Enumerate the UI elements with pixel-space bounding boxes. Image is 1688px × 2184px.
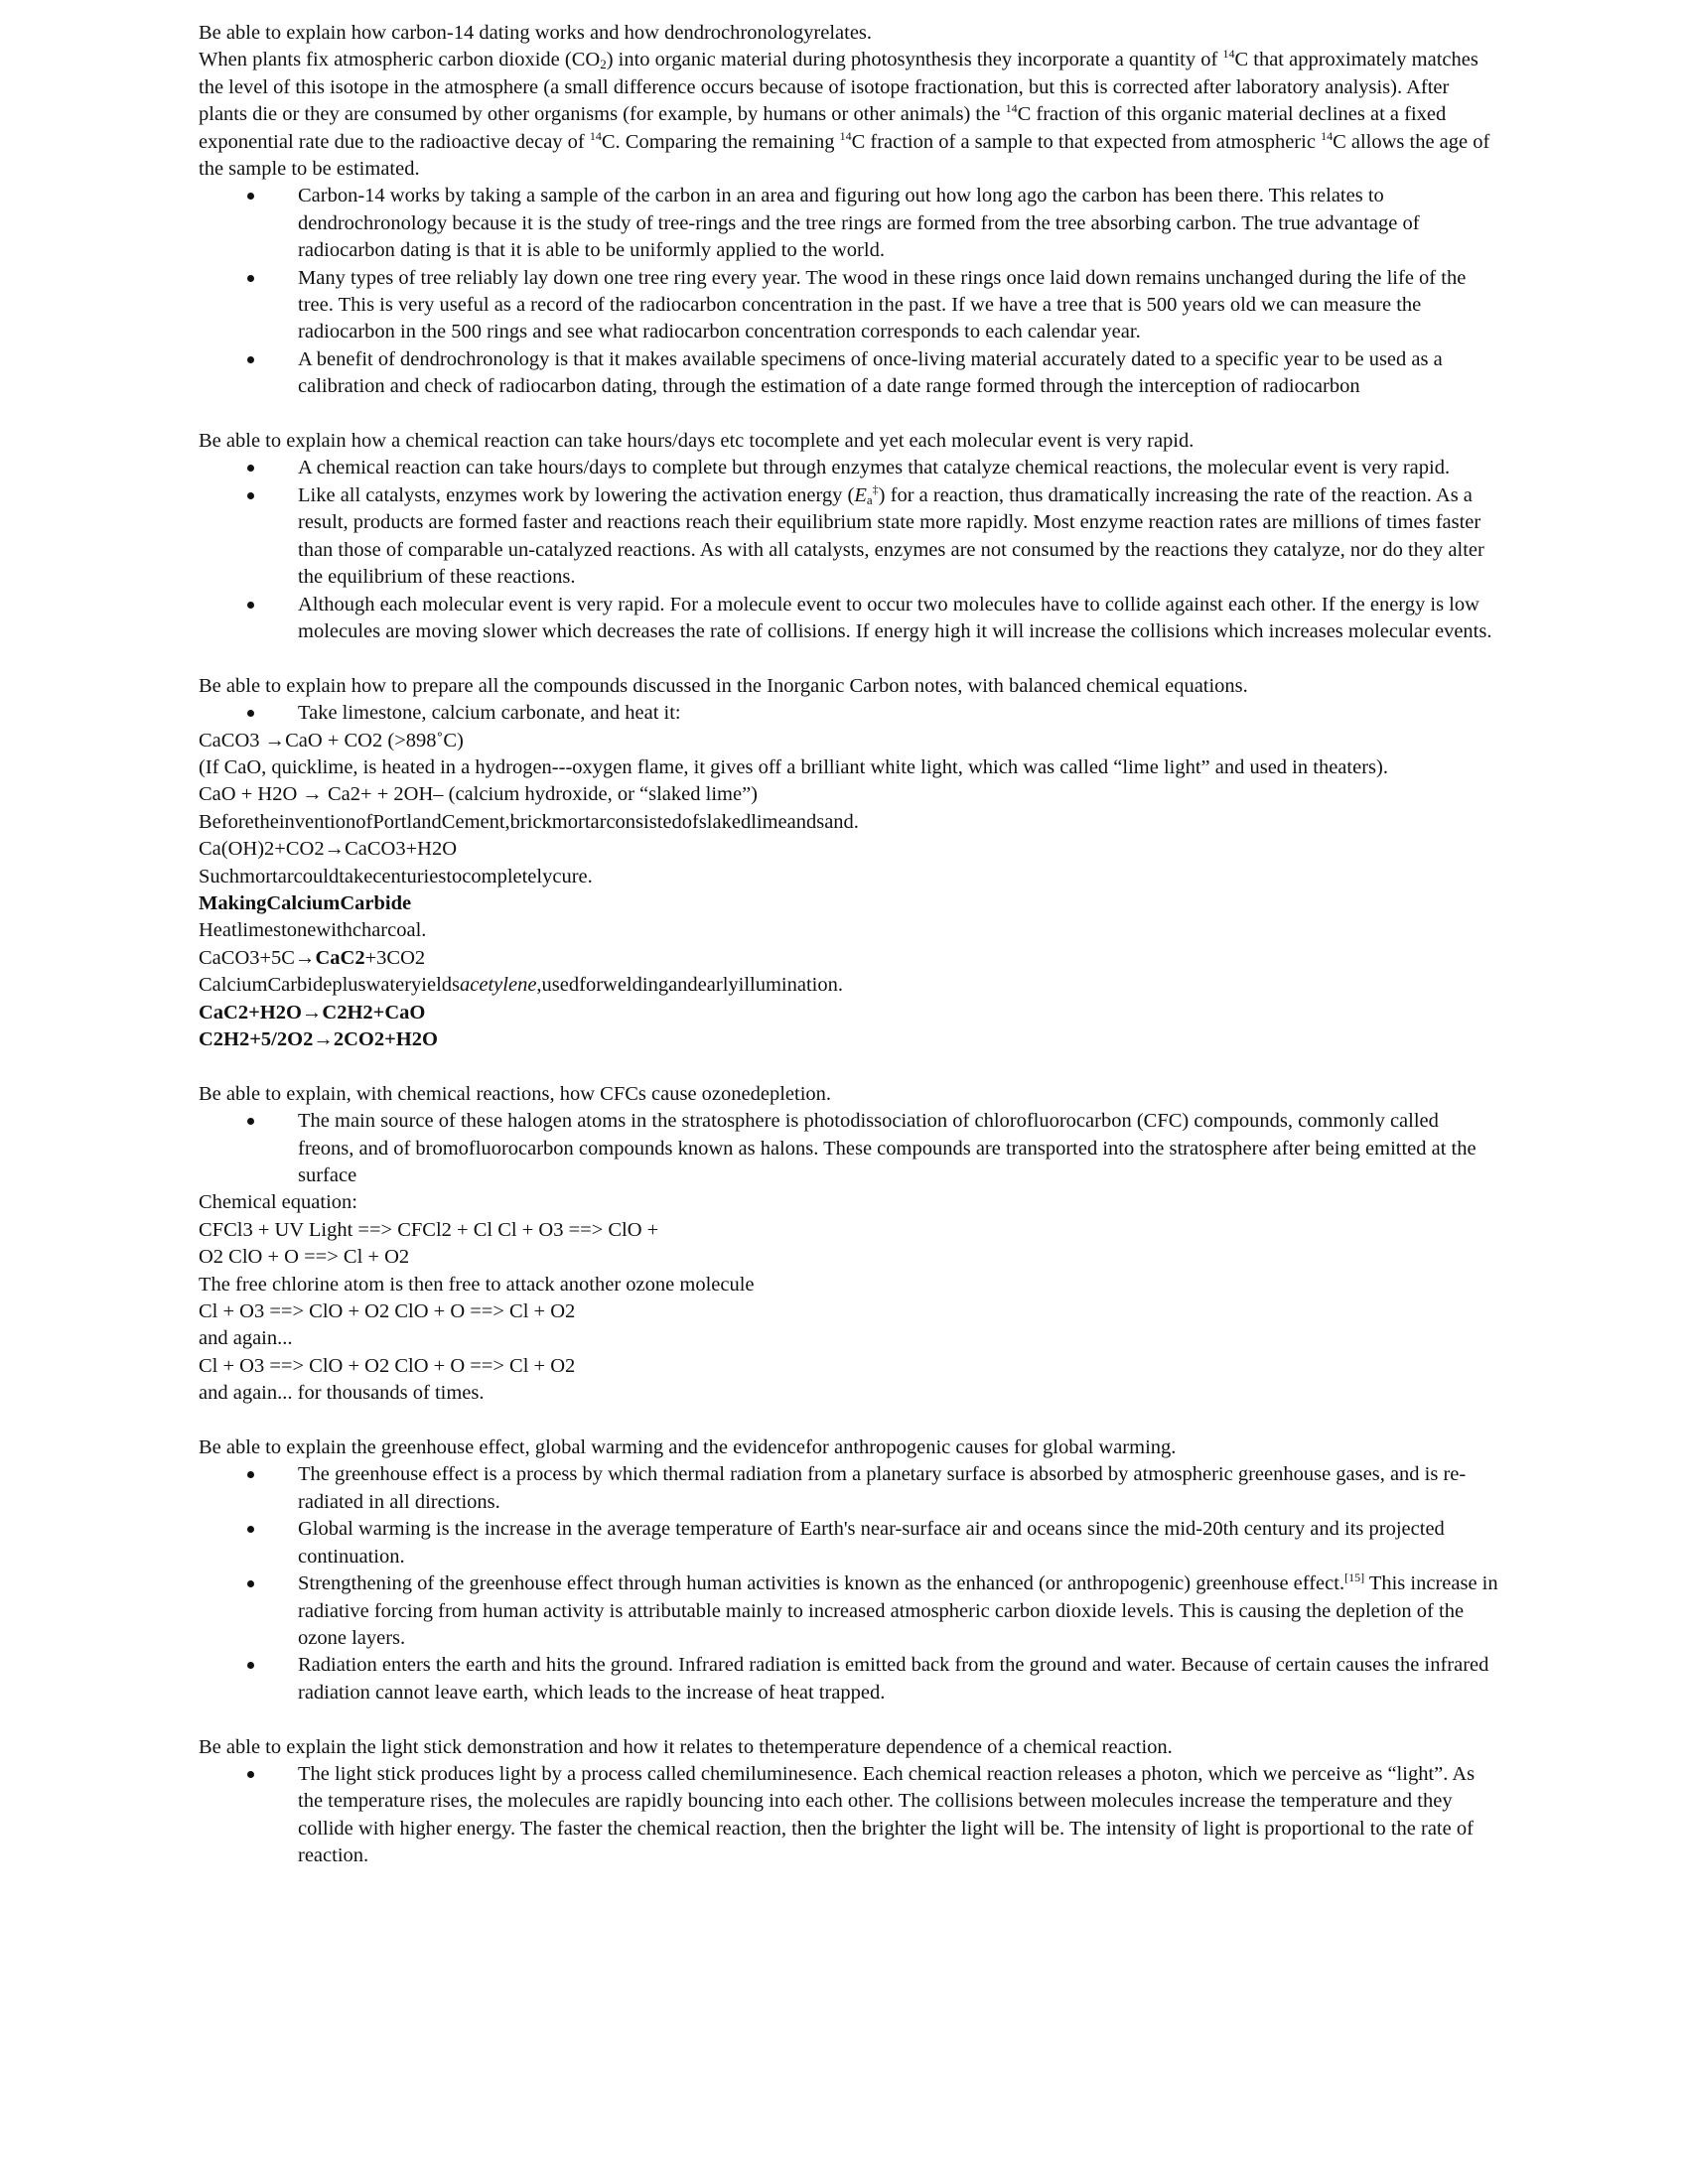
section-heading-cfc: Be able to explain, with chemical reactions, how CFCs cause ozonedepletion.	[199, 1082, 832, 1105]
equation-line: CaCO3+5C→CaC2+3CO2	[199, 946, 426, 969]
list-item: A chemical reaction can take hours/days to complete but through enzymes that catalyze chemical reactions, the molecular event is very rapid.	[199, 455, 1499, 481]
bullet-icon	[247, 492, 254, 499]
list-item: A benefit of dendrochronology is that it makes available specimens of once-living material accurately dated to a specific year to be used as a calibration and check of radiocarbon dating, through the estimation of a date range formed through the interception of radiocarbon	[199, 346, 1499, 401]
list-item: Like all catalysts, enzymes work by lowering the activation energy $(E_a^\ddagger)$ for a reaction, thus dramatically increasing the rate of the reaction. As a result, products are formed faster and reactions reach their equilibrium state more rapidly. Most enzyme reaction rates are millions of times faster than those of comparable un-catalyzed reactions. As with all catalysts, enzymes are not consumed by the reactions they catalyze, nor do they alter the equilibrium of these reactions.	[199, 482, 1499, 592]
bullet-icon	[247, 193, 254, 200]
text-line: and again... for thousands of times.	[199, 1382, 485, 1405]
list-item: Take limestone, calcium carbonate, and heat it:	[199, 700, 1499, 727]
text-line: Suchmortarcouldtakecenturiestocompletelycure.	[199, 865, 593, 887]
equation-line: C2H2+5/2O2→2CO2+H2O	[199, 1028, 438, 1050]
equation-line: CaO + H2O → Ca2+ + 2OH– (calcium hydroxide, or “slaked lime”)	[199, 783, 758, 806]
text-line: BeforetheinventionofPortlandCement,brickmortarconsistedofslakedlimeandsand.	[199, 810, 859, 833]
section-heading-carbon14: Be able to explain how carbon-14 dating works and how dendrochronologyrelates.	[199, 22, 873, 44]
cfc-bullet-list	[199, 1108, 1499, 1189]
equation-line: CaCO3 →CaO + CO2 (>898˚C)	[199, 729, 464, 751]
text-line: CalciumCarbidepluswateryieldsacetylene,usedforweldingandearlyillumination.	[199, 974, 843, 997]
section-heading-light-stick: Be able to explain the light stick demonstration and how it relates to thetemperature dependence of a chemical reaction.	[199, 1735, 1173, 1758]
text-line: Heatlimestonewithcharcoal.	[199, 919, 427, 942]
list-item: Although each molecular event is very rapid. For a molecule event to occur two molecules have to collide against each other. If the energy is low molecules are moving slower which decreases the rate of collisions. If energy high it will increase the collisions which increases molecular events.	[199, 592, 1499, 646]
bullet-icon	[247, 1771, 254, 1778]
bullet-icon	[247, 465, 254, 472]
bullet-icon	[247, 1471, 254, 1478]
equation-line: CFCl3 + UV Light ==> CFCl2 + Cl Cl + O3 ==> ClO +	[199, 1218, 659, 1241]
text-line: and again...	[199, 1327, 293, 1350]
equation-line: CaC2+H2O→C2H2+CaO	[199, 1001, 426, 1024]
list-item: Radiation enters the earth and hits the ground. Infrared radiation is emitted back from the ground and water. Because of certain causes the infrared radiation cannot leave earth, which leads to the increase of heat trapped.	[199, 1652, 1499, 1706]
bullet-icon	[247, 275, 254, 282]
list-item: The greenhouse effect is a process by which thermal radiation from a planetary surface is absorbed by atmospheric greenhouse gases, and is re-radiated in all directions.	[199, 1461, 1499, 1516]
equation-line: O2 ClO + O ==> Cl + O2	[199, 1246, 410, 1269]
equation-line: Cl + O3 ==> ClO + O2 ClO + O ==> Cl + O2	[199, 1300, 576, 1323]
bullet-icon	[247, 1526, 254, 1533]
reaction-rate-bullet-list	[199, 455, 1499, 645]
list-item: Strengthening of the greenhouse effect through human activities is known as the enhanced (or anthropogenic) greenhouse effect.[15] This increase in radiative forcing from human activity is attributable mainly to increased atmospheric carbon dioxide levels. This is causing the depletion of the ozone layers.	[199, 1570, 1499, 1652]
list-item: Carbon-14 works by taking a sample of the carbon in an area and figuring out how long ago the carbon has been there. This relates to dendrochronology because it is the study of tree-rings and the tree rings are formed from the tree absorbing carbon. The true advantage of radiocarbon dating is that it is able to be uniformly applied to the world.	[199, 183, 1499, 264]
bullet-icon	[247, 602, 254, 609]
greenhouse-bullet-list	[199, 1461, 1499, 1706]
inorganic-bullet-list	[199, 700, 1499, 727]
bullet-icon	[247, 356, 254, 363]
text-line: The free chlorine atom is then free to attack another ozone molecule	[199, 1273, 755, 1296]
list-item: Global warming is the increase in the average temperature of Earth's near-surface air and oceans since the mid-20th century and its projected continuation.	[199, 1516, 1499, 1570]
text-line: Chemical equation:	[199, 1191, 357, 1214]
carbon14-intro-paragraph: When plants fix atmospheric carbon dioxide $(CO_2)$ into organic material during photosynthesis they incorporate a quantity of $^{14}$C that approximately matches the level of this isotope in the atmosphere (a small difference occurs because of isotope fractionation, but this is corrected after laboratory analysis). After plants die or they are consumed by other organisms (for example, by humans or other animals) the $^{14}$C fraction of this organic material declines at a fixed exponential rate due to the radioactive decay of $^{14}$C. Comparing the remaining $^{14}$C fraction of a sample to that expected from atmospheric $^{14}$C allows the age of the sample to be estimated.	[199, 47, 1490, 181]
light-stick-bullet-list	[199, 1761, 1499, 1870]
section-heading-inorganic-carbon: Be able to explain how to prepare all the compounds discussed in the Inorganic Carbon notes, with balanced chemical equations.	[199, 674, 1248, 697]
subheading-calcium-carbide: MakingCalciumCarbide	[199, 891, 412, 914]
document-page	[199, 20, 1499, 1870]
bullet-icon	[247, 1118, 254, 1125]
citation-ref[interactable]: [15]	[1344, 1570, 1365, 1585]
list-item: Many types of tree reliably lay down one tree ring every year. The wood in these rings once laid down remains unchanged during the life of the tree. This is very useful as a record of the radiocarbon concentration in the past. If we have a tree that is 500 years old we can measure the radiocarbon in the 500 rings and see what radiocarbon concentration corresponds to each calendar year.	[199, 265, 1499, 346]
carbon14-bullet-list	[199, 183, 1499, 400]
bullet-icon	[247, 1580, 254, 1587]
section-heading-reaction-rate: Be able to explain how a chemical reaction can take hours/days etc tocomplete and yet each molecular event is very rapid.	[199, 430, 1195, 453]
list-item: The light stick produces light by a process called chemiluminesence. Each chemical reaction releases a photon, which we perceive as “light”. As the temperature rises, the molecules are rapidly bouncing into each other. The collisions between molecules increase the temperature and they collide with higher energy. The faster the chemical reaction, then the brighter the light will be. The intensity of light is proportional to the rate of reaction.	[199, 1761, 1499, 1870]
bullet-icon	[247, 1662, 254, 1669]
list-item: The main source of these halogen atoms in the stratosphere is photodissociation of chlorofluorocarbon (CFC) compounds, commonly called freons, and of bromofluorocarbon compounds known as halons. These compounds are transported into the stratosphere after being emitted at the surface	[199, 1108, 1499, 1189]
note-line: (If CaO, quicklime, is heated in a hydrogen---oxygen flame, it gives off a brilliant white light, which was called “lime light” and used in theaters).	[199, 755, 1388, 778]
equation-line: Cl + O3 ==> ClO + O2 ClO + O ==> Cl + O2	[199, 1354, 576, 1377]
bullet-icon	[247, 710, 254, 717]
equation-line: Ca(OH)2+CO2→CaCO3+H2O	[199, 838, 457, 861]
section-heading-greenhouse: Be able to explain the greenhouse effect, global warming and the evidencefor anthropogenic causes for global warming.	[199, 1436, 1177, 1459]
